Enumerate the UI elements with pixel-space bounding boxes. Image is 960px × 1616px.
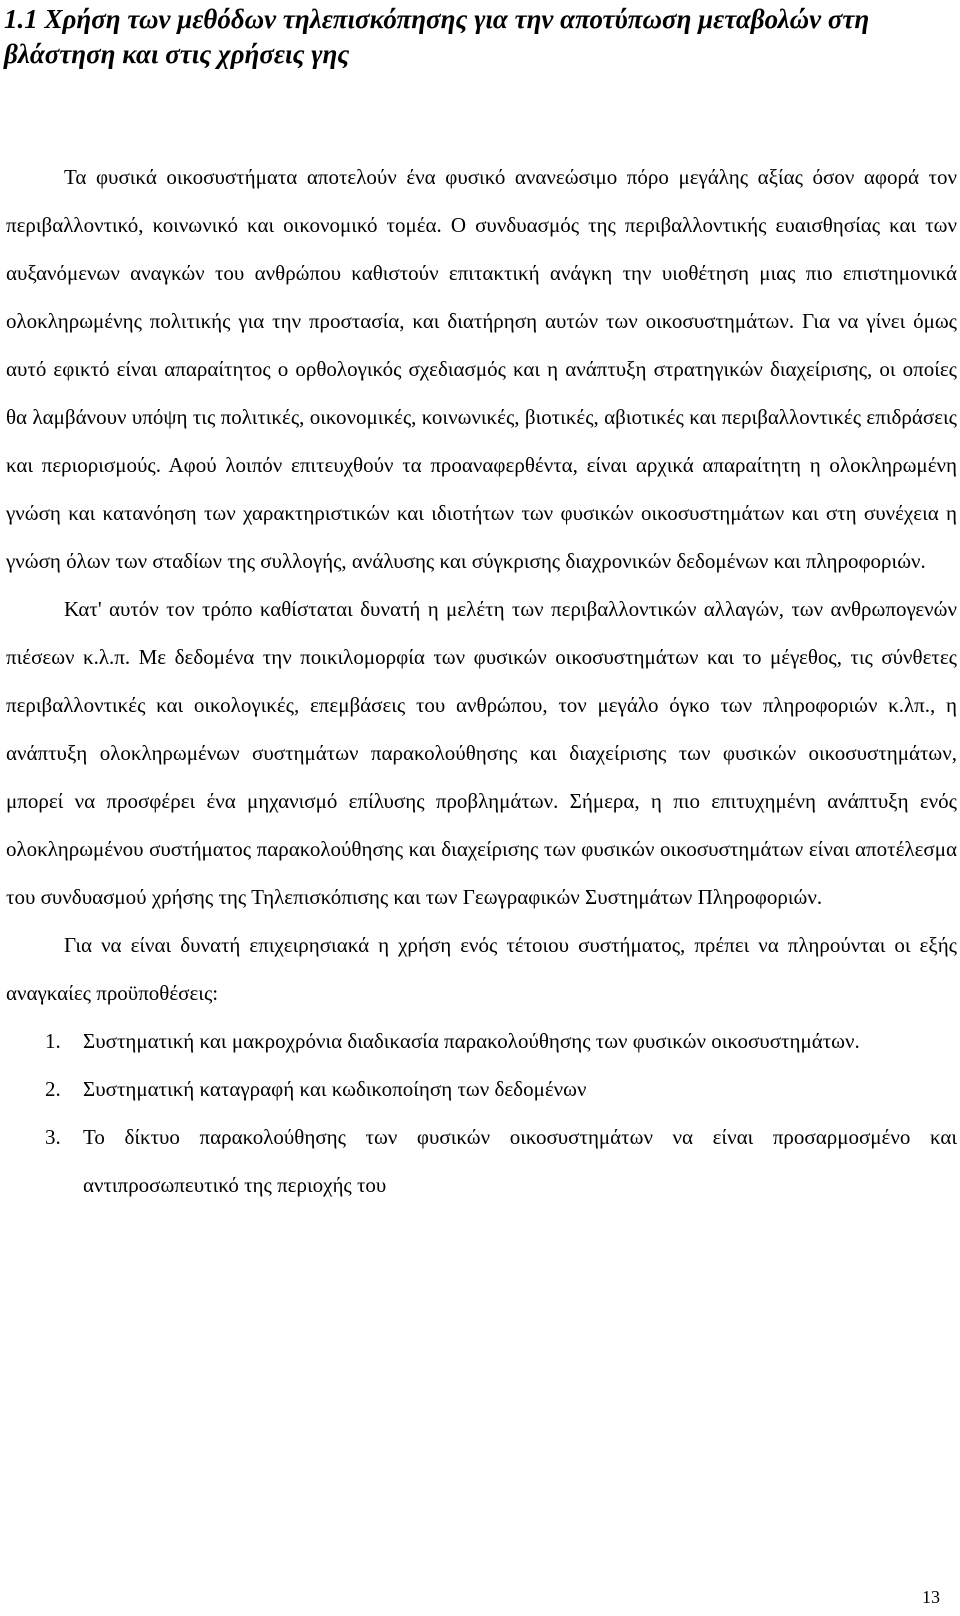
list-item: Συστηματική και μακροχρόνια διαδικασία παρακολούθησης των φυσικών οικοσυστημάτων. [83, 1029, 860, 1053]
list-item: Συστηματική καταγραφή και κωδικοποίηση των δεδομένων [83, 1077, 587, 1101]
section-heading: 1.1 Χρήση των μεθόδων τηλεπισκόπησης για την αποτύπωση μεταβολών στη βλάστηση και στις χρήσεις γης [4, 4, 870, 69]
body-text [6, 153, 957, 1209]
paragraph: Τα φυσικά οικοσυστήματα αποτελούν ένα φυσικό ανανεώσιμο πόρο μεγάλης αξίας όσον αφορά τον περιβαλλοντικό, κοινωνικό και οικονομικό τομέα. Ο συνδυασμός της περιβαλλοντικής ευαισθησίας και των αυξανόμενων αναγκών του ανθρώπου καθιστούν επιτακτική ανάγκη την υιοθέτηση μιας πιο επιστημονικά ολοκληρωμένης πολιτικής για την προστασία, και διατήρηση αυτών των οικοσυστημάτων. Για να γίνει όμως αυτό εφικτό είναι απαραίτητος ο ορθολογικός σχεδιασμός και η ανάπτυξη στρατηγικών διαχείρισης, οι οποίες θα λαμβάνουν υπόψη τις πολιτικές, οικονομικές, κοινωνικές, βιοτικές, αβιοτικές και περιβαλλοντικές επιδράσεις και περιορισμούς. Αφού λοιπόν επιτευχθούν τα προαναφερθέντα, είναι αρχικά απαραίτητη η ολοκληρωμένη γνώση και κατανόηση των χαρακτηριστικών και ιδιοτήτων των φυσικών οικοσυστημάτων και στη συνέχεια η γνώση όλων των σταδίων της συλλογής, ανάλυσης και σύγκρισης διαχρονικών δεδομένων και πληροφοριών. [6, 165, 957, 573]
requirements-list [6, 1017, 957, 1209]
list-item: Το δίκτυο παρακολούθησης των φυσικών οικοσυστημάτων να είναι προσαρμοσμένο και αντιπροσωπευτικό της περιοχής του [83, 1125, 957, 1197]
paragraph: Κατ' αυτόν τον τρόπο καθίσταται δυνατή η μελέτη των περιβαλλοντικών αλλαγών, των ανθρωπογενών πιέσεων κ.λ.π. Με δεδομένα την ποικιλομορφία των φυσικών οικοσυστημάτων και το μέγεθος, τις σύνθετες περιβαλλοντικές και οικολογικές, επεμβάσεις του ανθρώπου, τον μεγάλο όγκο των πληροφοριών κ.λπ., η ανάπτυξη ολοκληρωμένων συστημάτων παρακολούθησης και διαχείρισης των φυσικών οικοσυστημάτων, μπορεί να προσφέρει ένα μηχανισμό επίλυσης προβλημάτων. Σήμερα, η πιο επιτυχημένη ανάπτυξη ενός ολοκληρωμένου συστήματος παρακολούθησης και διαχείρισης των φυσικών οικοσυστημάτων είναι αποτέλεσμα του συνδυασμού χρήσης της Τηλεπισκόπισης και των Γεωγραφικών Συστημάτων Πληροφοριών. [6, 597, 957, 909]
page-number: 13 [922, 1587, 940, 1607]
paragraph: Για να είναι δυνατή επιχειρησιακά η χρήση ενός τέτοιου συστήματος, πρέπει να πληρούνται οι εξής αναγκαίες προϋποθέσεις: [6, 933, 957, 1005]
